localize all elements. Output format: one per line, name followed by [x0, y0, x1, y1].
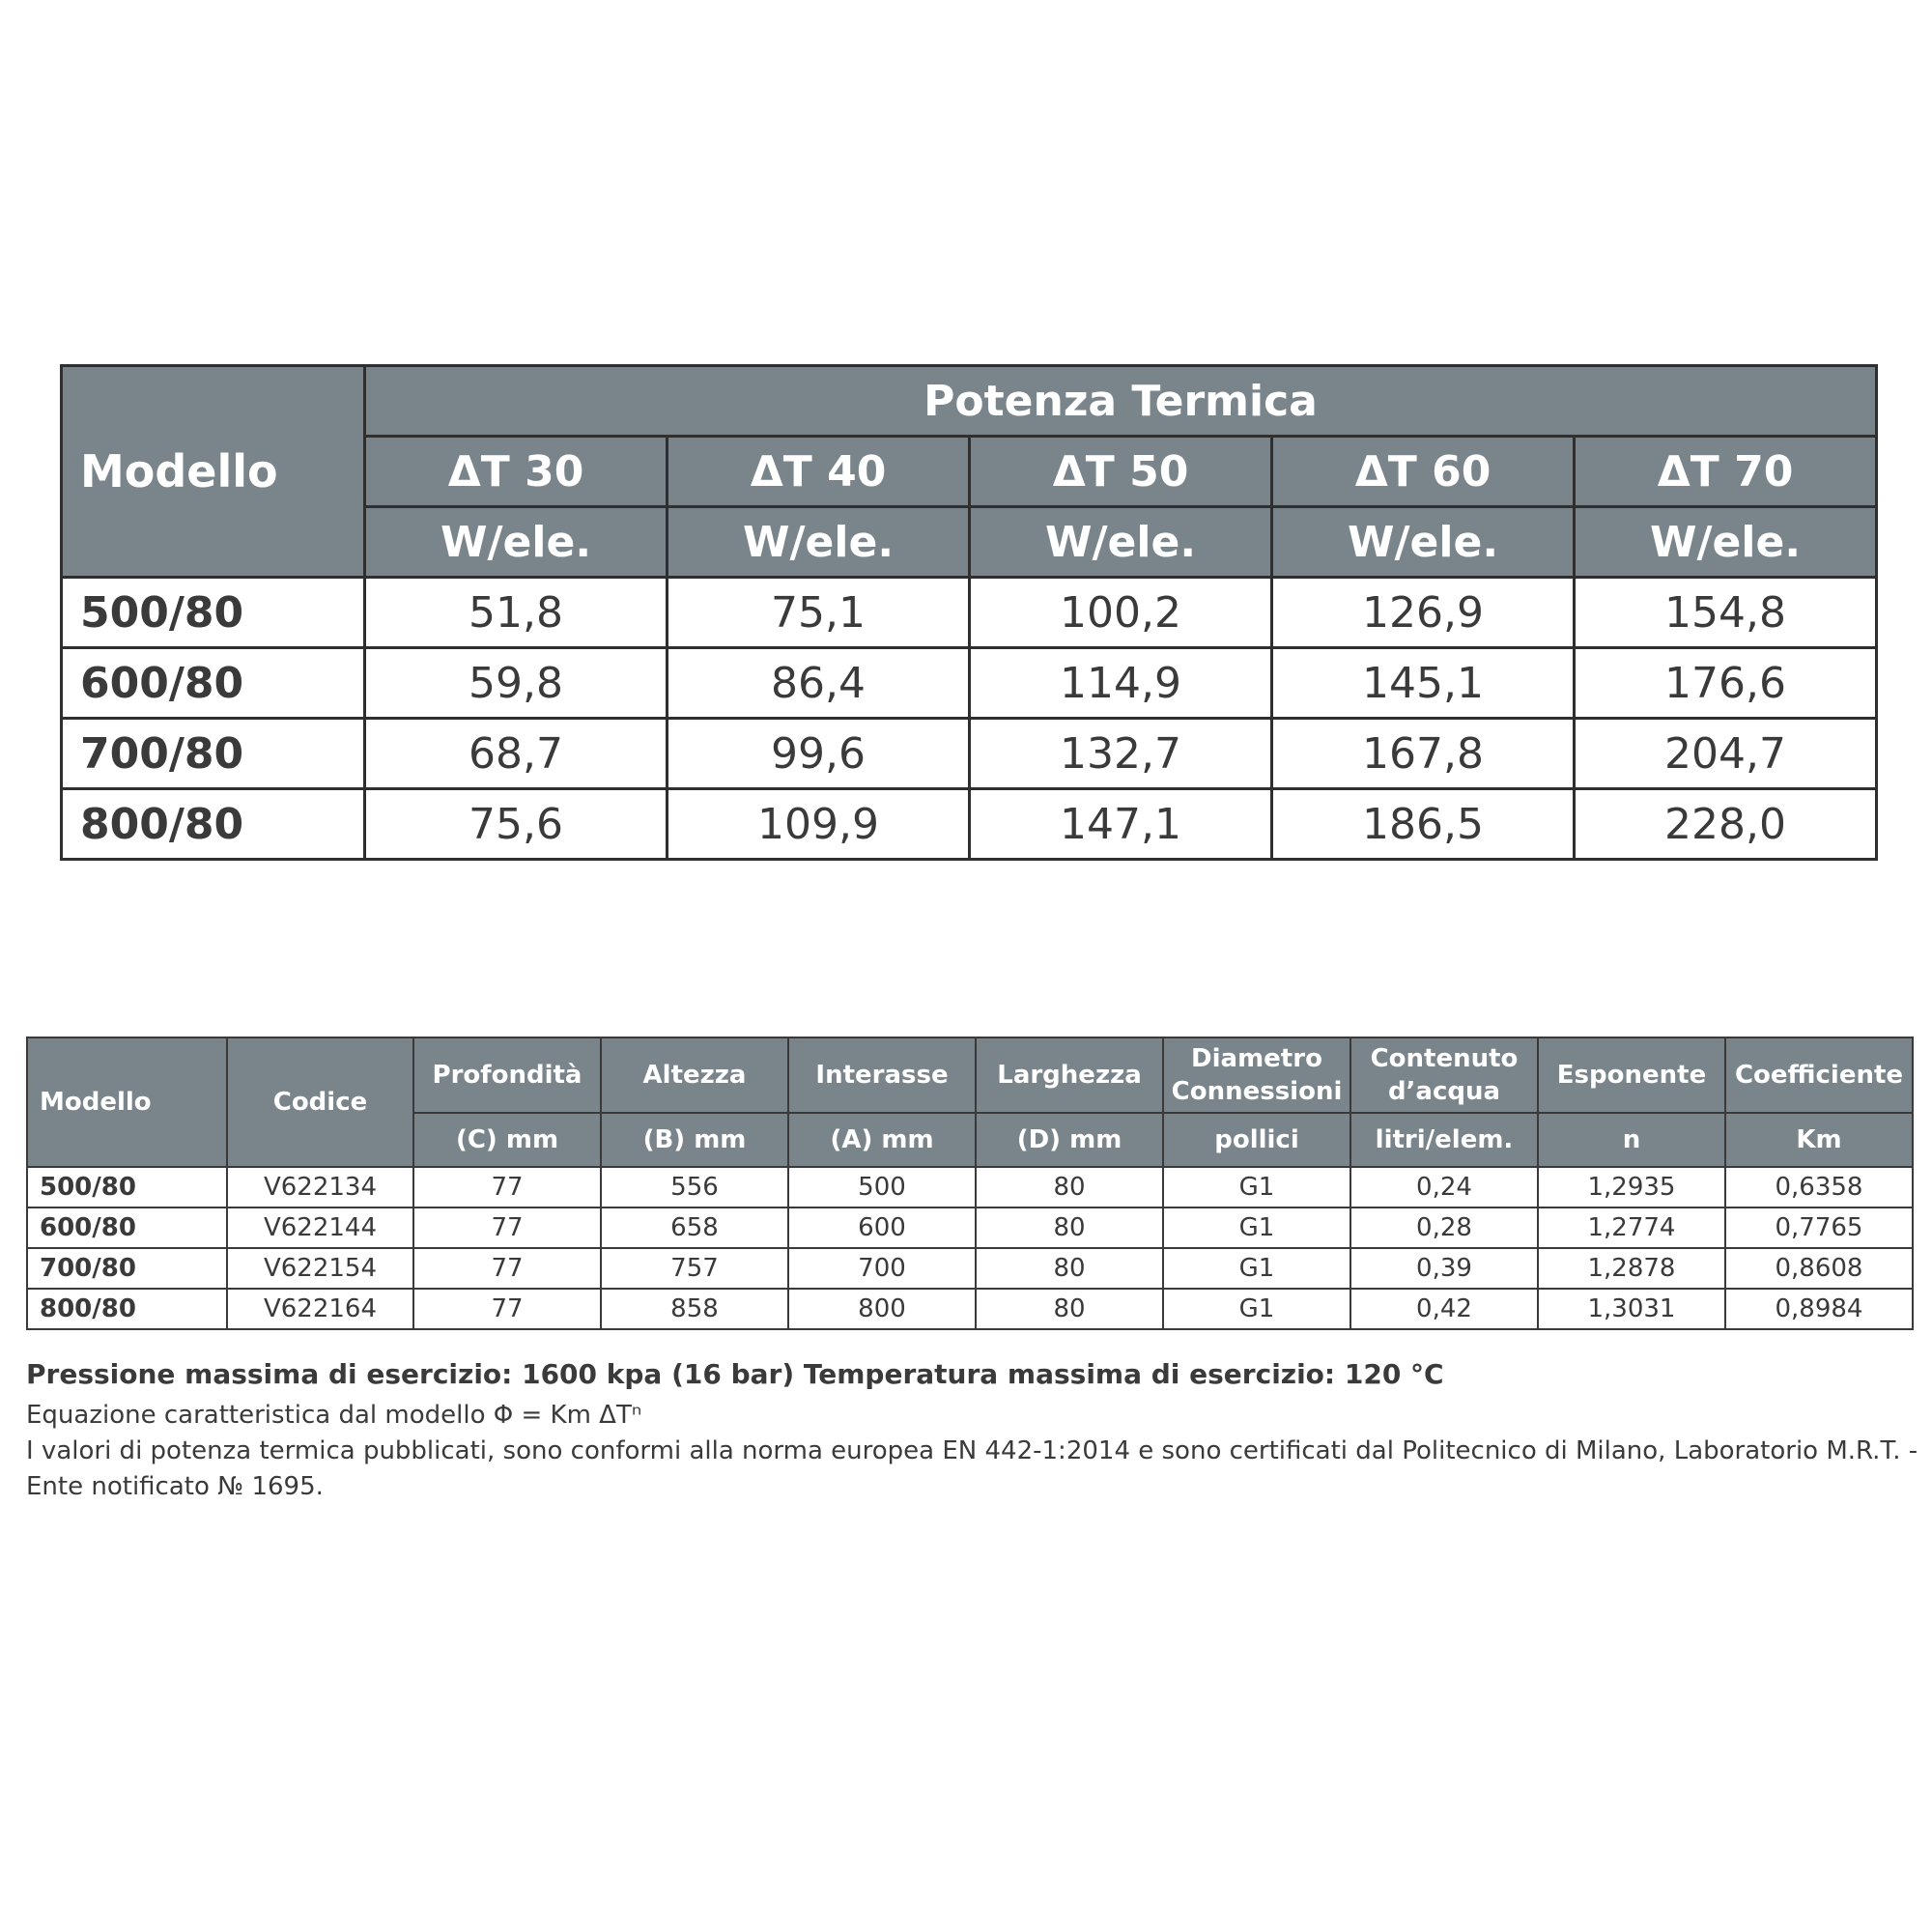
- thermal-power-group-header: Potenza Termica: [365, 366, 1877, 437]
- unit-header: W/ele.: [365, 507, 668, 578]
- power-value-cell: 126,9: [1272, 578, 1575, 648]
- exponent-cell: 1,3031: [1538, 1289, 1725, 1329]
- exponent-cell: 1,2935: [1538, 1167, 1725, 1208]
- table-row: [27, 1167, 1913, 1208]
- model-cell: 800/80: [62, 789, 365, 860]
- model-header: Modello: [62, 366, 365, 578]
- depth-cell: 77: [413, 1289, 601, 1329]
- width-cell: 80: [976, 1289, 1163, 1329]
- coefficient-cell: 0,7765: [1725, 1208, 1913, 1248]
- exponent-cell: 1,2774: [1538, 1208, 1725, 1248]
- connection-diameter-cell: G1: [1163, 1208, 1350, 1248]
- coefficient-cell: 0,8608: [1725, 1248, 1913, 1289]
- coefficient-cell: 0,8984: [1725, 1289, 1913, 1329]
- model-cell: 700/80: [62, 719, 365, 789]
- power-value-cell: 167,8: [1272, 719, 1575, 789]
- power-value-cell: 154,8: [1575, 578, 1877, 648]
- tech-header-row: [27, 1037, 1913, 1113]
- code-cell: V622144: [227, 1208, 413, 1248]
- width-cell: 80: [976, 1167, 1163, 1208]
- width-unit: (D) mm: [976, 1113, 1163, 1167]
- table-row: [27, 1289, 1913, 1329]
- water-content-header: Contenuto d’acqua: [1350, 1037, 1538, 1113]
- width-cell: 80: [976, 1248, 1163, 1289]
- unit-header: W/ele.: [1575, 507, 1877, 578]
- notes-section: [26, 1358, 1919, 1505]
- width-cell: 80: [976, 1208, 1163, 1248]
- center-distance-unit: (A) mm: [788, 1113, 976, 1167]
- equation-note: Equazione caratteristica dal modello Φ = Km ΔTⁿ: [26, 1401, 642, 1430]
- technical-data-table: [26, 1037, 1914, 1330]
- coefficient-cell: 0,6358: [1725, 1167, 1913, 1208]
- depth-unit: (C) mm: [413, 1113, 601, 1167]
- depth-cell: 77: [413, 1167, 601, 1208]
- water-content-cell: 0,28: [1350, 1208, 1538, 1248]
- water-content-cell: 0,24: [1350, 1167, 1538, 1208]
- power-value-cell: 176,6: [1575, 648, 1877, 719]
- delta-t-header: ΔT 60: [1272, 437, 1575, 507]
- connection-diameter-cell: G1: [1163, 1289, 1350, 1329]
- table-row: [27, 1248, 1913, 1289]
- power-value-cell: 145,1: [1272, 648, 1575, 719]
- center-distance-cell: 600: [788, 1208, 976, 1248]
- power-value-cell: 86,4: [668, 648, 970, 719]
- power-value-cell: 75,1: [668, 578, 970, 648]
- table-row: [27, 1208, 1913, 1248]
- delta-t-header: ΔT 40: [668, 437, 970, 507]
- model-cell: 700/80: [27, 1248, 227, 1289]
- code-cell: V622164: [227, 1289, 413, 1329]
- depth-cell: 77: [413, 1248, 601, 1289]
- connection-diameter-cell: G1: [1163, 1248, 1350, 1289]
- connection-diameter-unit: pollici: [1163, 1113, 1350, 1167]
- center-distance-header: Interasse: [788, 1037, 976, 1113]
- power-value-cell: 75,6: [365, 789, 668, 860]
- exponent-cell: 1,2878: [1538, 1248, 1725, 1289]
- exponent-header: Esponente: [1538, 1037, 1725, 1113]
- pressure-temperature-note: Pressione massima di esercizio: 1600 kpa (16 bar) Temperatura massima di esercizio: 120 °C: [26, 1358, 1444, 1390]
- table-row: [62, 648, 1877, 719]
- table-row: [62, 789, 1877, 860]
- connection-diameter-header: Diametro Connessioni: [1163, 1037, 1350, 1113]
- delta-t-header: ΔT 30: [365, 437, 668, 507]
- model-cell: 600/80: [27, 1208, 227, 1248]
- power-value-cell: 99,6: [668, 719, 970, 789]
- coefficient-unit: Km: [1725, 1113, 1913, 1167]
- table-row: [62, 578, 1877, 648]
- thermal-power-header-row: [62, 366, 1877, 437]
- model-header: Modello: [27, 1037, 227, 1167]
- water-content-cell: 0,39: [1350, 1248, 1538, 1289]
- power-value-cell: 109,9: [668, 789, 970, 860]
- power-value-cell: 132,7: [970, 719, 1272, 789]
- height-unit: (B) mm: [601, 1113, 788, 1167]
- exponent-unit: n: [1538, 1113, 1725, 1167]
- code-header: Codice: [227, 1037, 413, 1167]
- delta-t-header: ΔT 50: [970, 437, 1272, 507]
- unit-header: W/ele.: [970, 507, 1272, 578]
- power-value-cell: 51,8: [365, 578, 668, 648]
- depth-cell: 77: [413, 1208, 601, 1248]
- height-cell: 858: [601, 1289, 788, 1329]
- water-content-unit: litri/elem.: [1350, 1113, 1538, 1167]
- code-cell: V622134: [227, 1167, 413, 1208]
- coefficient-header: Coefficiente: [1725, 1037, 1913, 1113]
- power-value-cell: 68,7: [365, 719, 668, 789]
- power-value-cell: 59,8: [365, 648, 668, 719]
- center-distance-cell: 800: [788, 1289, 976, 1329]
- model-cell: 800/80: [27, 1289, 227, 1329]
- power-value-cell: 114,9: [970, 648, 1272, 719]
- model-cell: 600/80: [62, 648, 365, 719]
- code-cell: V622154: [227, 1248, 413, 1289]
- thermal-power-table: [60, 364, 1878, 861]
- height-cell: 658: [601, 1208, 788, 1248]
- height-cell: 556: [601, 1167, 788, 1208]
- center-distance-cell: 700: [788, 1248, 976, 1289]
- depth-header: Profondità: [413, 1037, 601, 1113]
- height-cell: 757: [601, 1248, 788, 1289]
- power-value-cell: 228,0: [1575, 789, 1877, 860]
- certification-note: I valori di potenza termica pubblicati, sono conformi alla norma europea EN 442-1:2014 e sono certificati dal Politecnico di Milano, Laboratorio M.R.T. - Ente notificato № 1695.: [26, 1436, 1918, 1501]
- power-value-cell: 147,1: [970, 789, 1272, 860]
- power-value-cell: 100,2: [970, 578, 1272, 648]
- connection-diameter-cell: G1: [1163, 1167, 1350, 1208]
- power-value-cell: 186,5: [1272, 789, 1575, 860]
- water-content-cell: 0,42: [1350, 1289, 1538, 1329]
- delta-t-header: ΔT 70: [1575, 437, 1877, 507]
- power-value-cell: 204,7: [1575, 719, 1877, 789]
- width-header: Larghezza: [976, 1037, 1163, 1113]
- height-header: Altezza: [601, 1037, 788, 1113]
- table-row: [62, 719, 1877, 789]
- unit-header: W/ele.: [668, 507, 970, 578]
- model-cell: 500/80: [27, 1167, 227, 1208]
- model-cell: 500/80: [62, 578, 365, 648]
- center-distance-cell: 500: [788, 1167, 976, 1208]
- unit-header: W/ele.: [1272, 507, 1575, 578]
